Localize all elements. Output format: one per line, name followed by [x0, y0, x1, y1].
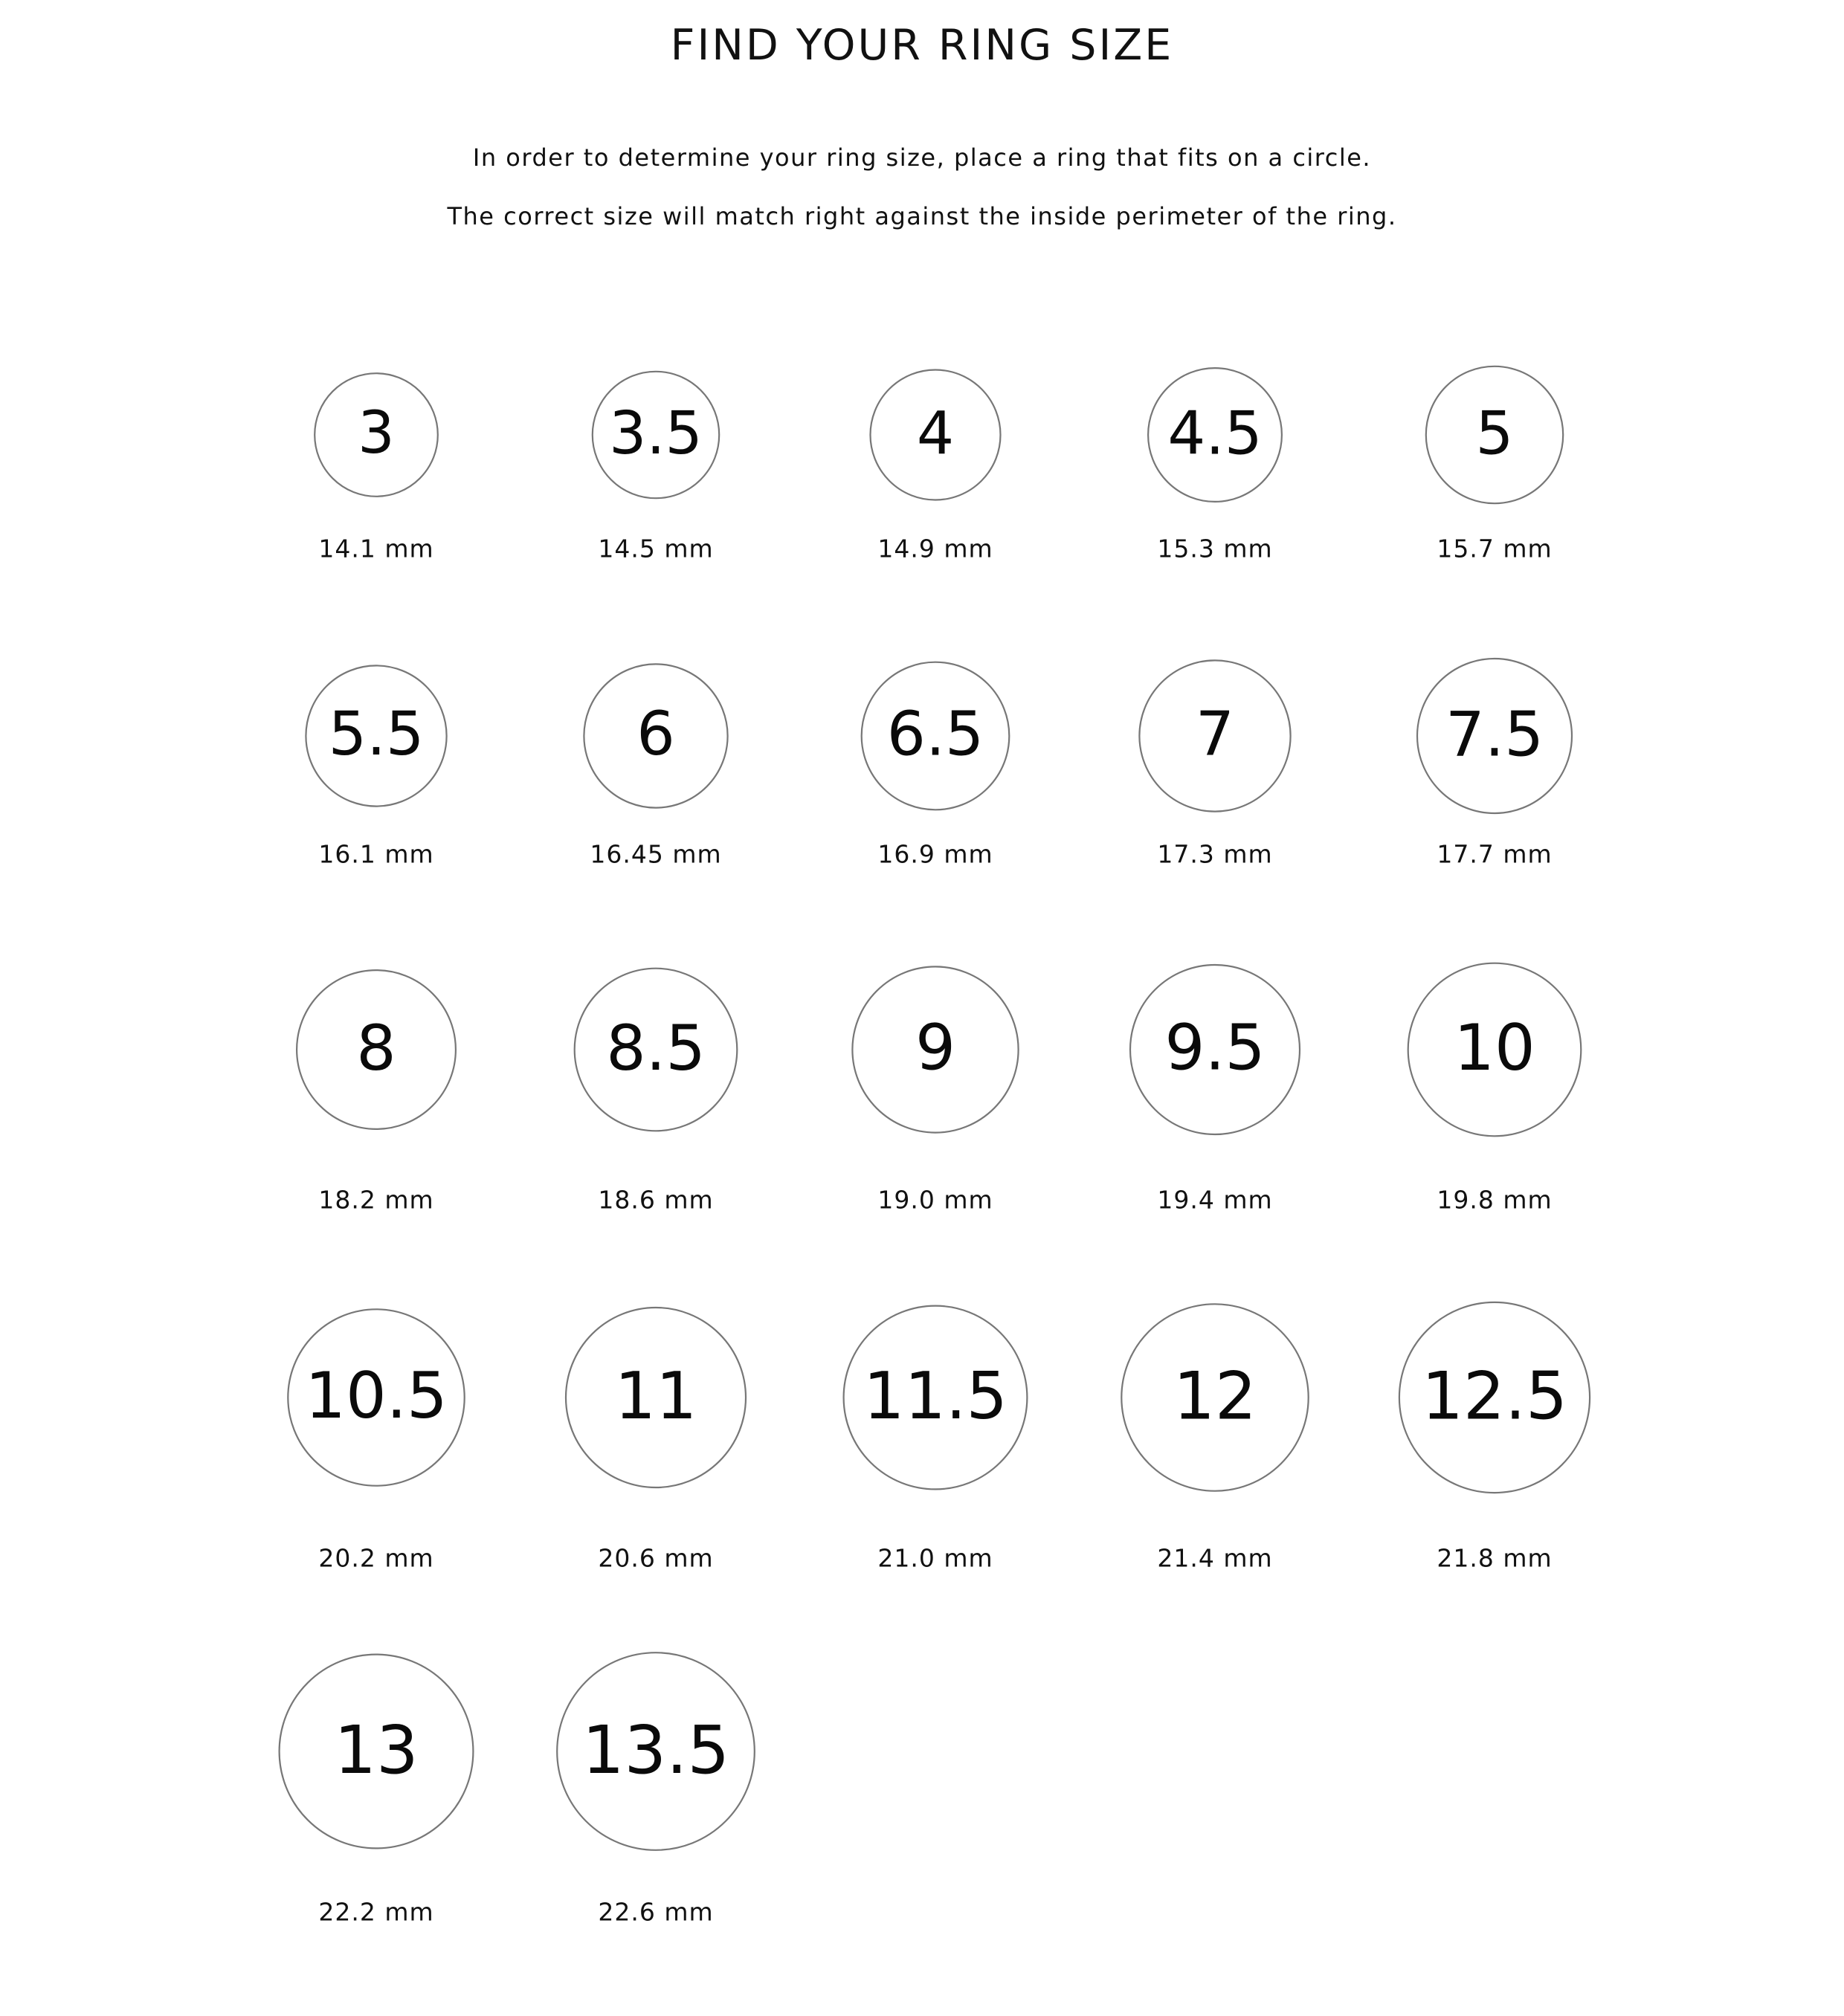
ring-size-item: [1148, 368, 1282, 563]
ring-size-label: 4: [916, 399, 955, 468]
diameter-label: 20.2 mm: [318, 1543, 434, 1573]
diameter-label: 18.2 mm: [318, 1185, 434, 1215]
instruction-line-2: The correct size will match right against the inside perimeter of the ring.: [447, 202, 1397, 230]
diameter-label: 17.3 mm: [1157, 839, 1273, 869]
diameter-label: 21.0 mm: [877, 1543, 993, 1573]
diameter-label: 17.7 mm: [1437, 839, 1553, 869]
ring-size-label: 13.5: [581, 1711, 730, 1789]
ring-size-item: [844, 1306, 1028, 1573]
ring-size-label: 9: [915, 1011, 956, 1085]
ring-size-label: 12.5: [1422, 1357, 1567, 1435]
diameter-label: 14.5 mm: [598, 534, 714, 563]
ring-size-label: 3: [358, 400, 395, 467]
ring-size-label: 11: [614, 1358, 697, 1434]
diameter-label: 14.1 mm: [318, 534, 434, 563]
ring-size-label: 10.5: [305, 1359, 448, 1433]
ring-size-label: 4.5: [1167, 398, 1263, 468]
ring-size-item: [584, 664, 727, 868]
diameter-label: 14.9 mm: [877, 534, 993, 563]
ring-size-label: 13: [334, 1711, 419, 1789]
ring-size-item: [557, 1652, 755, 1926]
diameter-label: 15.7 mm: [1437, 534, 1553, 563]
diameter-label: 19.8 mm: [1437, 1185, 1553, 1215]
diameter-label: 19.0 mm: [877, 1185, 993, 1215]
ring-size-item: [1408, 963, 1582, 1215]
ring-size-label: 8: [356, 1012, 396, 1085]
diameter-label: 20.6 mm: [598, 1543, 714, 1573]
ring-size-item: [593, 372, 719, 563]
instruction-line-1: In order to determine your ring size, place a ring that fits on a circle.: [472, 143, 1372, 172]
ring-size-label: 5: [1475, 398, 1514, 468]
diameter-label: 22.6 mm: [598, 1897, 714, 1927]
ring-size-item: [297, 970, 456, 1214]
ring-size-item: [852, 966, 1018, 1214]
ring-size-item: [1399, 1302, 1590, 1573]
ring-size-label: 6.5: [886, 699, 984, 770]
diameter-label: 16.45 mm: [590, 839, 722, 869]
ring-size-label: 8.5: [606, 1012, 706, 1085]
ring-size-label: 7.5: [1445, 698, 1544, 771]
ring-size-label: 6: [636, 700, 675, 769]
ring-size-item: [1121, 1304, 1308, 1572]
ring-size-item: [1130, 965, 1300, 1215]
ring-size-item: [306, 665, 446, 868]
diameter-label: 19.4 mm: [1157, 1185, 1273, 1215]
ring-size-item: [1426, 366, 1563, 563]
diameter-label: 21.4 mm: [1157, 1543, 1273, 1573]
ring-size-item: [288, 1309, 464, 1572]
page-title: FIND YOUR RING SIZE: [670, 21, 1174, 70]
diameter-label: 22.2 mm: [318, 1897, 434, 1927]
ring-size-item: [566, 1308, 746, 1573]
diameter-label: 18.6 mm: [598, 1185, 714, 1215]
ring-size-item: [1417, 659, 1572, 869]
ring-size-label: 7: [1195, 699, 1235, 770]
ring-size-item: [315, 373, 438, 563]
ring-size-item: [1139, 660, 1290, 868]
ring-size-item: [871, 370, 1001, 563]
ring-size-label: 12: [1173, 1357, 1257, 1435]
ring-size-item: [862, 662, 1010, 869]
diameter-label: 16.9 mm: [877, 839, 993, 869]
ring-size-label: 10: [1454, 1011, 1535, 1085]
diameter-label: 16.1 mm: [318, 839, 434, 869]
ring-size-label: 5.5: [328, 700, 425, 769]
ring-size-label: 3.5: [609, 399, 703, 468]
ring-size-label: 9.5: [1164, 1011, 1266, 1085]
ring-size-item: [280, 1655, 474, 1927]
diameter-label: 21.8 mm: [1437, 1543, 1553, 1573]
diameter-label: 15.3 mm: [1157, 534, 1273, 563]
ring-size-label: 11.5: [863, 1358, 1008, 1434]
ring-size-item: [575, 969, 738, 1215]
